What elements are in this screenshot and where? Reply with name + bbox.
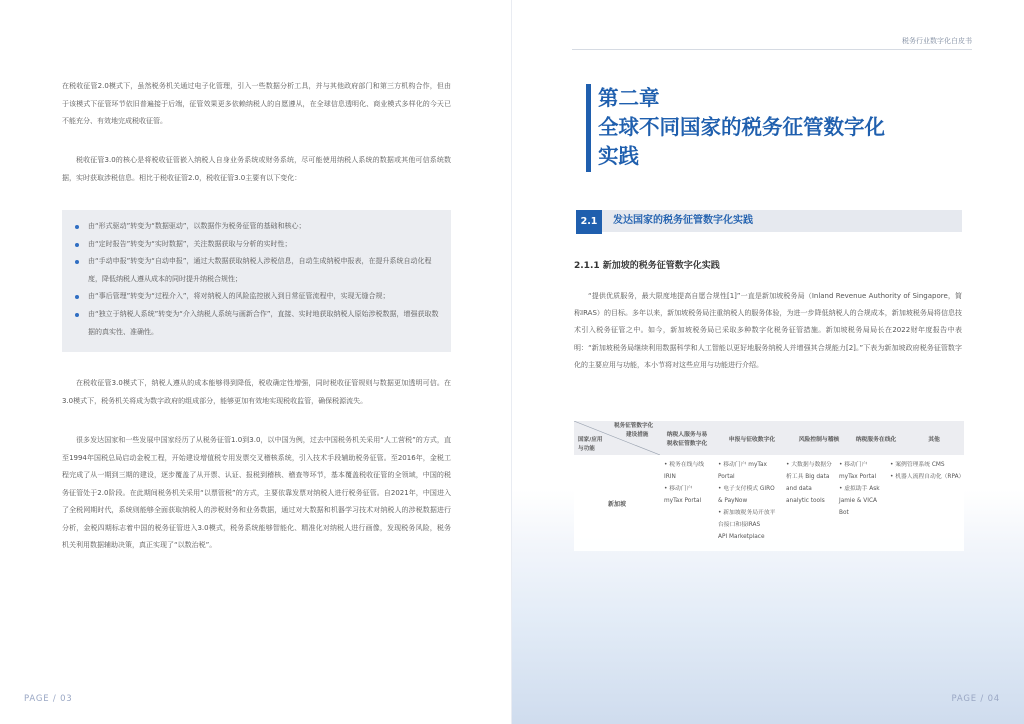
- bullet-item: 由“事后管理”转变为“过程介入”，将对纳税人的风险监控嵌入到日常征管流程中，实现无缝合规；: [74, 288, 439, 306]
- column-header: 申报与征收数字化: [728, 436, 776, 443]
- bullet-dot-icon: [75, 243, 79, 247]
- column-header: 风险控制与稽核: [798, 436, 840, 443]
- bullet-item: 由“形式驱动”转变为“数据驱动”，以数据作为税务征管的基础和核心；: [74, 218, 439, 236]
- changes-callout-box: [62, 210, 451, 352]
- digital-measures-table: [574, 421, 964, 551]
- body-paragraph: 很多发达国家和一些发展中国家经历了从税务征管1.0到3.0，以中国为例，过去中国税务机关采用“人工营税”的方式，直至1994年国税总局启动金税工程，开始建设增值税专用发票交叉稽核系统，引入技术手段辅助税务征管。至2016年，金税工程完成了从一期到三期的建设，逐步覆盖了从开票、认证、报税到稽核、稽查等环节，基本覆盖税收征管的全领域，中国的税务征管处于2.0阶段。在此期间税务机关采用“以票管税”的方式，主要依靠发票对纳税人进行税务征管。自2021年，中国进入了全税网期时代，系统则能够全面获取纳税人的涉税财务和业务数据，通过对大数据和机器学习技术对纳税人的涉税数据进行分析，金税四期标志着中国的税务征管进入3.0模式，税务系统能够智能化、精准化对纳税人进行画像，发现税务风险，税务机关利用数据辅助决策，真正实现了“以数治税”。: [62, 436, 451, 549]
- table-cell: • 案例管理系统 CMS • 机器人流程自动化（RPA）: [890, 462, 965, 480]
- country-cell: 新加坡: [607, 500, 626, 508]
- chapter-title: 第二章 全球不同国家的税务征管数字化 实践: [598, 86, 885, 168]
- table-corner-header: 税务征管数字化 建设措施 国家/应用 与功能: [578, 423, 654, 452]
- page-number: PAGE / 03: [24, 694, 73, 704]
- table-row: [574, 455, 964, 551]
- body-paragraph: “提供优质服务，最大限度地提高自愿合规性[1]”一直是新加坡税务局（Inland Revenue Authority of Singapore，简称IRAS）的目标。多年以来，新加坡税务局注重纳税人的服务体验，为进一步降低纳税人的合规成本，新加坡税务局将信息技术引入税务征管之中。如今，新加坡税务局已采取多种数字化税务征管措施。新加坡税务局局长在2022财年度报告中表明：“新加坡税务局继续利用数据科学和人工智能以更好地服务纳税人并增强其合规能力[2]。”下表为新加坡政府税务征管数字化的主要应用与功能，本小节将对这些应用与功能进行介绍。: [574, 292, 962, 369]
- bullet-item: 由“手动申报”转变为“自动申报”，通过大数据获取纳税人涉税信息，自动生成纳税申报表，在提升系统自动化程度，降低纳税人遵从成本的同时提升纳税合规性；: [74, 253, 439, 288]
- right-page: [512, 0, 1024, 724]
- column-header: 纳税服务在线化: [855, 436, 897, 443]
- table-cell: • 税务在线与线 IRIN • 移动门户 myTax Portal: [664, 462, 705, 504]
- column-header: 其他: [928, 436, 940, 443]
- bullet-item: 由“定时报告”转变为“实时数据”，关注数据获取与分析的实时性；: [74, 236, 439, 254]
- table-cell: • 大数据与数据分 析工具 Big data and data analytic tools: [786, 462, 832, 504]
- column-header: 纳税人服务与易 税收征管数字化: [666, 432, 708, 447]
- chapter-accent-bar: [586, 84, 591, 172]
- bullet-dot-icon: [75, 260, 79, 264]
- bullet-item: 由“独立于纳税人系统”转变为“介入纳税人系统与画新合作”，直接、实时地获取纳税人原始涉税数据，增强获取数据的真实性、准确性。: [74, 306, 439, 341]
- bullet-dot-icon: [75, 295, 79, 299]
- bullet-dot-icon: [75, 225, 79, 229]
- subsection-title: 2.1.1 新加坡的税务征管数字化实践: [574, 261, 720, 271]
- running-header: 税务行业数字化白皮书: [902, 37, 972, 45]
- header-divider: [572, 49, 972, 50]
- body-paragraph: 税收征管3.0的核心是将税收征管嵌入纳税人自身业务系统或财务系统，尽可能使用纳税人系统的数据或其他可信系统数据，实时获取涉税信息。相比于税收征管2.0，税收征管3.0主要有以下变化：: [62, 156, 451, 182]
- body-paragraph: 在税收征管2.0模式下，虽然税务机关通过电子化管理，引入一些数据分析工具，并与其他政府部门和第三方机构合作，但由于该模式下征管环节依旧普遍接于后端，征管效果更多依赖纳税人的自愿遵从，在全球信息透明化、商业模式多样化的今天已不能充分、有效地完成税收征管。: [62, 82, 451, 125]
- bullet-dot-icon: [75, 313, 79, 317]
- table-cell: • 移动门户 myTax Portal • 虚拟助手 Ask Jamie & VICA Bot: [839, 462, 880, 516]
- section-number: 2.1: [576, 210, 602, 234]
- page-number: PAGE / 04: [951, 694, 1000, 704]
- section-title: 发达国家的税务征管数字化实践: [613, 215, 753, 226]
- table-cell: • 移动门户 myTax Portal • 电子支付模式 GIRO & PayNow • 新加坡税务局开放平 台接口和接IRAS API Marketplace: [718, 462, 776, 540]
- body-paragraph: 在税收征管3.0模式下，纳税人遵从的成本能够得到降低，税收确定性增强，同时税收征管规则与数据更加透明可信。在3.0模式下，税务机关将成为数字政府的组成部分，能够更加有效地实现税收监管，确保税源流失。: [62, 379, 451, 405]
- table-header-row: [574, 421, 964, 455]
